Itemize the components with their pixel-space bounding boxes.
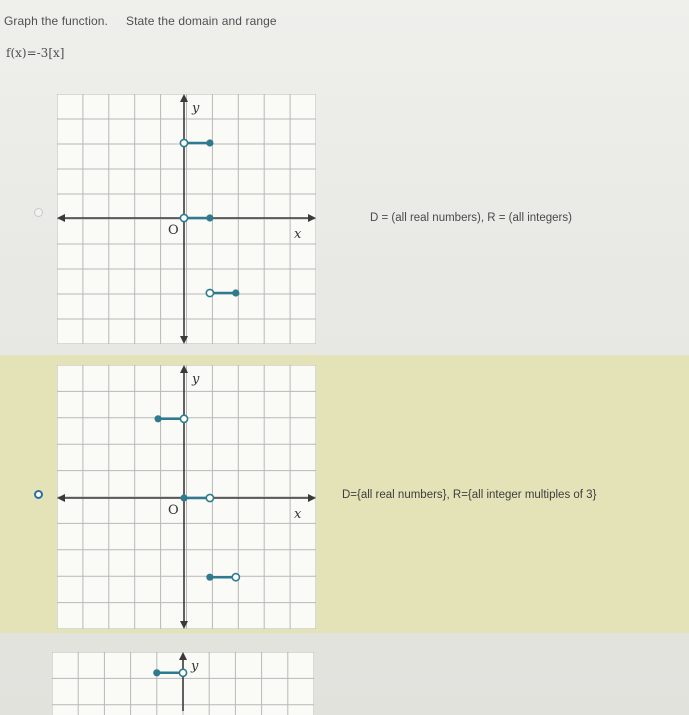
origin-label: O: [168, 503, 179, 518]
step-segment: [153, 669, 186, 676]
graph-svg-option-b: [57, 365, 316, 629]
question-title: [4, 14, 277, 28]
closed-endpoint: [232, 289, 239, 296]
closed-endpoint: [206, 574, 213, 581]
step-segment: [180, 139, 213, 146]
open-endpoint: [180, 214, 187, 221]
x-axis-arrow-left: [57, 494, 65, 502]
closed-endpoint: [206, 139, 213, 146]
open-endpoint: [180, 139, 187, 146]
y-axis-label: y: [192, 101, 200, 116]
graph-svg-option-c: [52, 652, 314, 715]
open-endpoint: [206, 289, 213, 296]
open-endpoint: [179, 669, 186, 676]
step-segment: [180, 494, 213, 501]
y-axis-arrow-up: [179, 652, 187, 660]
radio-button-option-b[interactable]: [34, 490, 43, 499]
closed-endpoint: [180, 494, 187, 501]
step-segment: [206, 289, 239, 296]
closed-endpoint: [155, 415, 162, 422]
y-axis-label: y: [192, 372, 200, 387]
answer-text-option-a: D = (all real numbers), R = (all integers): [370, 212, 572, 224]
radio-button-option-a[interactable]: [34, 208, 43, 217]
step-segment: [155, 415, 188, 422]
y-axis-label: y: [191, 659, 199, 674]
closed-endpoint: [153, 669, 160, 676]
answer-text-option-b: D={all real numbers}, R={all integer multiples of 3}: [342, 489, 597, 501]
open-endpoint: [232, 574, 239, 581]
x-axis-arrow-right: [308, 214, 316, 222]
question-instruction: Graph the function.: [4, 14, 108, 28]
step-segment: [180, 214, 213, 221]
answer-option-c[interactable]: [0, 640, 689, 715]
graph-option-c: [52, 652, 314, 715]
graph-option-b: [57, 365, 316, 629]
step-segment: [206, 574, 239, 581]
x-axis-label: x: [294, 227, 302, 242]
closed-endpoint: [206, 214, 213, 221]
answer-option-a[interactable]: [0, 90, 689, 348]
function-expression: f(x)=-3[x]: [6, 46, 65, 60]
x-axis-arrow-right: [308, 494, 316, 502]
question-instruction-2: State the domain and range: [125, 14, 277, 28]
graph-svg-option-a: [57, 94, 316, 344]
graph-option-a: [57, 94, 316, 344]
x-axis-label: x: [294, 507, 302, 522]
open-endpoint: [180, 415, 187, 422]
answer-option-b[interactable]: [0, 355, 689, 633]
x-axis-arrow-left: [57, 214, 65, 222]
open-endpoint: [206, 494, 213, 501]
origin-label: O: [168, 223, 179, 238]
